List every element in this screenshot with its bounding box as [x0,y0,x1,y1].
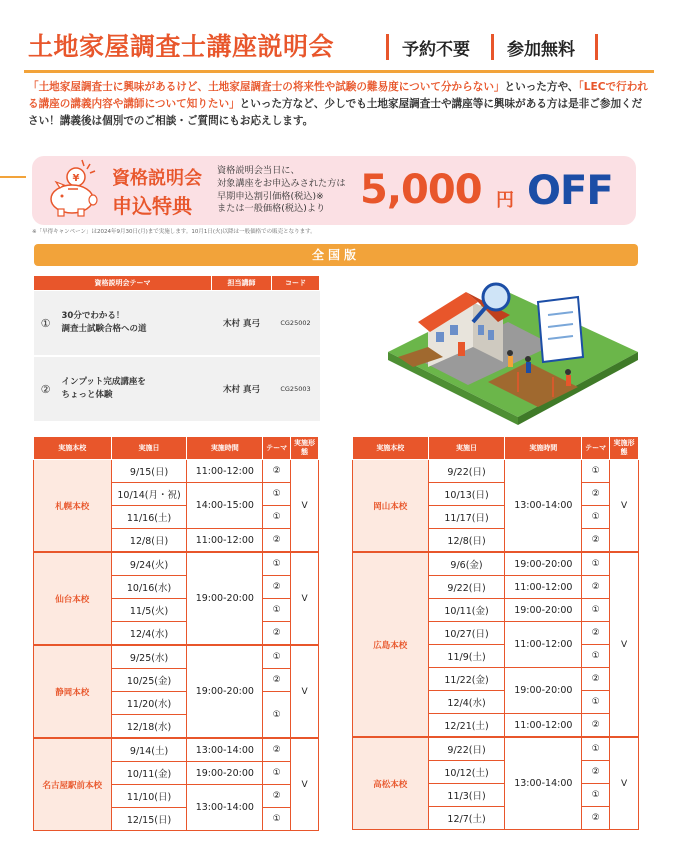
theme-cell: ② [263,785,291,808]
format-cell: V [291,738,319,831]
schedule-table-left [33,436,319,831]
piggy-bank-icon [40,156,106,222]
theme-cell: ② [263,460,291,483]
promo-desc-line: または一般価格(税込)より [217,203,326,215]
theme-cell: ② [582,622,610,645]
yen-sign: ¥ [72,173,80,184]
time-cell: 19:00-20:00 [187,645,263,738]
theme-cell: ① [263,645,291,669]
theme-cell: ② [582,529,610,553]
format-cell: V [610,552,639,737]
date-cell: 11/17(日) [428,506,505,529]
school-header: 実施本校 [353,437,429,460]
time-cell: 19:00-20:00 [505,668,582,714]
date-cell: 10/27(日) [428,622,505,645]
school-cell: 札幌本校 [34,460,112,553]
promo-desc-line: 早期申込割引価格(税込)※ [217,190,324,202]
tag-divider [595,34,598,60]
theme-number: ② [34,356,58,422]
date-header: 実施日 [111,437,187,460]
school-cell: 名古屋駅前本校 [34,738,112,831]
table-row [353,460,639,483]
school-cell: 岡山本校 [353,460,429,553]
time-cell: 13:00-14:00 [505,460,582,553]
time-cell: 11:00-12:00 [187,529,263,553]
theme-cell: ① [263,808,291,831]
time-cell: 13:00-14:00 [505,737,582,830]
school-cell: 広島本校 [353,552,429,737]
promo-description [217,165,346,216]
theme-title-line: 調査士試験合格への道 [61,324,147,334]
discount-amount: 5,000 [360,167,482,213]
date-cell: 11/3(日) [428,784,505,807]
time-cell: 19:00-20:00 [505,552,582,576]
theme-title-line: 30分でわかる！ [61,311,125,321]
time-cell: 19:00-20:00 [505,599,582,622]
theme-cell: ② [582,714,610,738]
date-cell: 12/21(土) [428,714,505,738]
intro-text [28,79,648,130]
time-cell: 19:00-20:00 [187,762,263,785]
format-header: 実施形態 [610,437,639,460]
discount-yen: 円 [496,190,514,211]
theme-cell: ① [263,762,291,785]
code-header: コード [272,276,320,291]
time-cell: 11:00-12:00 [505,576,582,599]
intro-text-1: といった方や、 [504,81,579,93]
date-cell: 10/12(土) [428,761,505,784]
theme-header: 資格説明会テーマ [34,276,212,291]
theme-code: CG25002 [272,291,320,357]
date-cell: 12/15(日) [111,808,187,831]
date-cell: 9/14(土) [111,738,187,762]
theme-header: テーマ [263,437,291,460]
theme-code: CG25003 [272,356,320,422]
theme-table [33,275,320,423]
format-header: 実施形態 [291,437,319,460]
schedule-table-right [352,436,639,830]
theme-cell: ① [263,552,291,576]
promo-title: 資格説明会 [112,168,202,189]
theme-title-line: ちょっと体験 [61,390,113,400]
theme-cell: ① [582,784,610,807]
intro-text-2: といった方など、少しでも土地家屋調査士や講座等に興味がある方は是非ご参加ください！講義後は個別でのご相談・ご質問にもお応えします。 [28,98,643,127]
time-cell: 11:00-12:00 [187,460,263,483]
school-cell: 静岡本校 [34,645,112,738]
time-header: 実施時間 [505,437,582,460]
date-cell: 12/8(日) [428,529,505,553]
time-cell: 11:00-12:00 [505,714,582,738]
format-cell: V [610,460,639,553]
promo-desc-line: 対象講座をお申込みされた方は [217,177,346,189]
date-cell: 12/7(土) [428,807,505,830]
date-cell: 11/9(土) [428,645,505,668]
date-cell: 10/16(水) [111,576,187,599]
table-row [34,738,319,762]
intro-quote-2: 「LECで行われる講座の講義内容や講師について知りたい」 [28,81,648,110]
theme-row [34,356,320,422]
time-cell: 14:00-15:00 [187,483,263,529]
theme-cell: ② [582,576,610,599]
theme-title [58,291,212,357]
format-cell: V [610,737,639,830]
table-row [34,460,319,483]
theme-cell: ② [263,529,291,553]
date-cell: 11/16(土) [111,506,187,529]
date-cell: 9/15(日) [111,460,187,483]
footnote: ※「早得キャンペーン」は2024年9月30日(月)まで実施します。10月1日(火)以降は一般価格での販売となります。 [32,229,316,235]
date-cell: 12/8(日) [111,529,187,553]
date-cell: 12/18(水) [111,715,187,739]
table-row [34,645,319,669]
promo-subtitle: 申込特典 [112,194,192,218]
date-cell: 12/4(水) [428,691,505,714]
page-title: 土地家屋調査士講座説明会 [28,32,335,61]
theme-cell: ① [582,552,610,576]
theme-cell: ② [263,738,291,762]
theme-cell: ② [582,483,610,506]
time-cell: 13:00-14:00 [187,738,263,762]
date-cell: 11/5(火) [111,599,187,622]
theme-row [34,291,320,357]
time-cell: 19:00-20:00 [187,552,263,645]
format-cell: V [291,552,319,645]
theme-cell: ② [263,576,291,599]
theme-cell: ① [263,483,291,506]
date-cell: 9/6(金) [428,552,505,576]
theme-cell: ① [263,599,291,622]
side-accent-line [0,176,26,178]
time-header: 実施時間 [187,437,263,460]
date-cell: 10/11(金) [111,762,187,785]
theme-cell: ① [582,599,610,622]
format-cell: V [291,645,319,738]
tag-no-reservation: 予約不要 [402,40,470,60]
theme-cell: ② [582,761,610,784]
school-cell: 高松本校 [353,737,429,830]
table-row [34,552,319,576]
date-cell: 9/25(水) [111,645,187,669]
table-row [353,737,639,761]
promo-desc-line: 資格説明会当日に、 [217,165,300,176]
tag-free: 参加無料 [507,40,575,60]
theme-cell: ① [582,691,610,714]
date-cell: 12/4(水) [111,622,187,646]
date-cell: 11/20(水) [111,692,187,715]
theme-cell: ① [263,692,291,739]
theme-cell: ① [582,645,610,668]
theme-cell: ① [582,506,610,529]
date-cell: 9/22(日) [428,737,505,761]
date-cell: 9/24(火) [111,552,187,576]
school-cell: 仙台本校 [34,552,112,645]
theme-cell: ② [263,622,291,646]
date-cell: 10/25(金) [111,669,187,692]
date-cell: 10/11(金) [428,599,505,622]
time-cell: 13:00-14:00 [187,785,263,831]
discount-off: OFF [527,168,613,214]
table-row [353,552,639,576]
theme-cell: ① [582,737,610,761]
theme-instructor: 木村 真弓 [212,356,272,422]
title-divider [386,34,389,60]
time-cell: 11:00-12:00 [505,622,582,668]
intro-quote-1: 「土地家屋調査士に興味があるけど、土地家屋調査士の将来性や試験の難易度について分からない」 [28,81,505,93]
surveyor-house-illustration [378,277,646,427]
theme-cell: ① [582,460,610,483]
header-rule [24,70,654,73]
date-cell: 9/22(日) [428,460,505,483]
theme-cell: ② [582,668,610,691]
theme-title-line: インプット完成講座を [61,377,146,387]
theme-cell: ① [263,506,291,529]
date-header: 実施日 [428,437,505,460]
school-header: 実施本校 [34,437,112,460]
instructor-header: 担当講師 [212,276,272,291]
format-cell: V [291,460,319,553]
date-cell: 10/13(日) [428,483,505,506]
date-cell: 11/10(日) [111,785,187,808]
date-cell: 11/22(金) [428,668,505,691]
theme-cell: ② [263,669,291,692]
theme-number: ① [34,291,58,357]
date-cell: 9/22(日) [428,576,505,599]
date-cell: 10/14(月・祝) [111,483,187,506]
theme-instructor: 木村 真弓 [212,291,272,357]
theme-cell: ② [582,807,610,830]
theme-title [58,356,212,422]
section-banner: 全国版 [34,244,638,266]
tag-divider [491,34,494,60]
theme-header: テーマ [582,437,610,460]
